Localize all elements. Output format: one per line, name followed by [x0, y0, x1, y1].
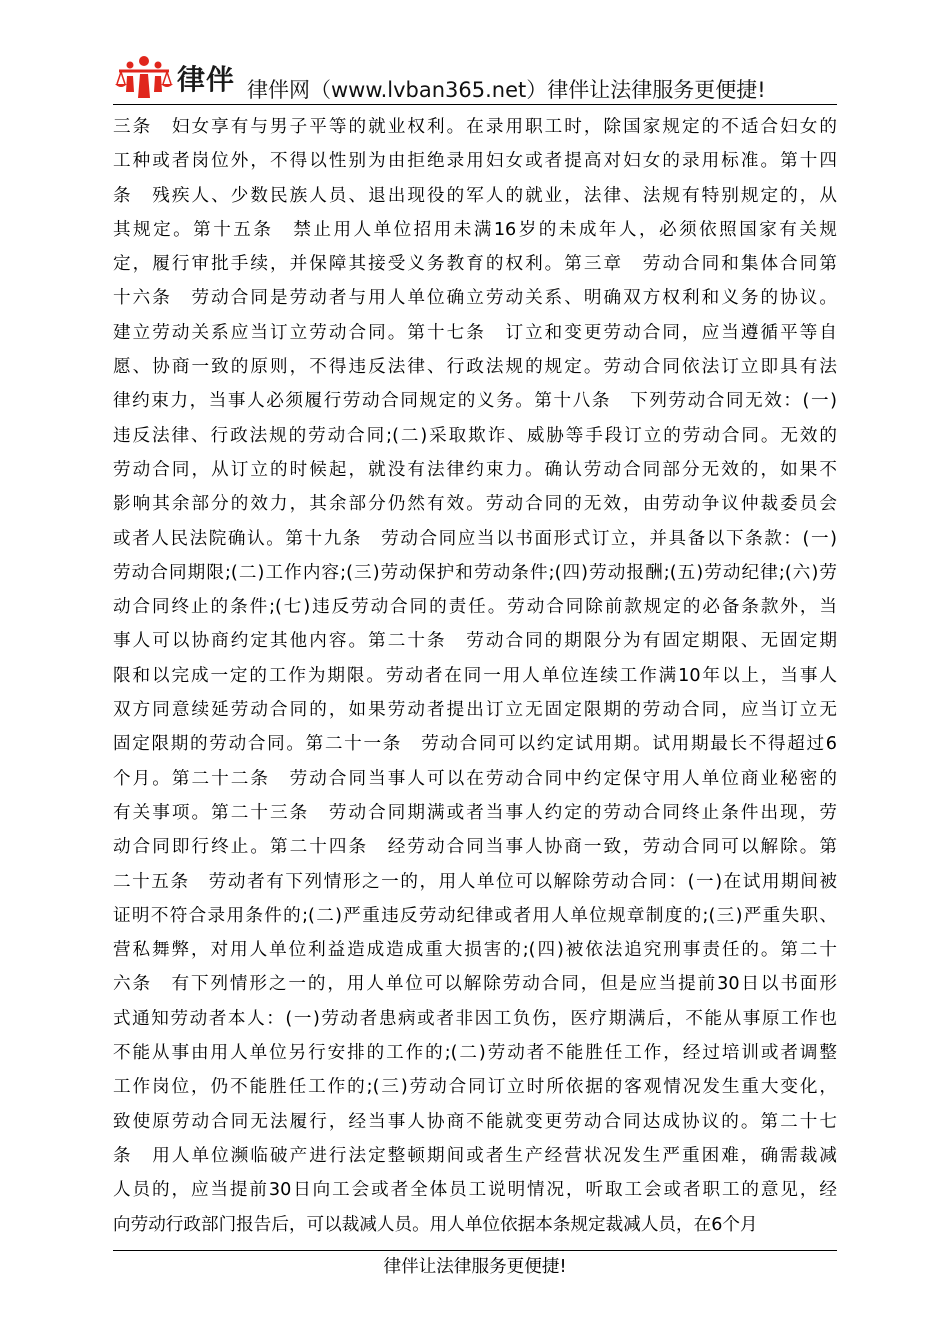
logo-text: 律伴 [177, 63, 236, 96]
body-text-line: 定，履行审批手续，并保障其接受义务教育的权利。第三章 劳动合同和集体合同第 [113, 254, 837, 275]
header-divider [113, 104, 837, 105]
body-text-line: 愿、协商一致的原则，不得违反法律、行政法规的规定。劳动合同依法订立即具有法 [113, 357, 837, 378]
body-text-line: 动合同即行终止。第二十四条 经劳动合同当事人协商一致，劳动合同可以解除。第 [113, 837, 837, 858]
body-text-line: 律约束力，当事人必须履行劳动合同规定的义务。第十八条 下列劳动合同无效：(一) [113, 391, 837, 412]
body-text-line: 固定限期的劳动合同。第二十一条 劳动合同可以约定试用期。试用期最长不得超过6 [113, 734, 837, 755]
body-text-line: 工种或者岗位外，不得以性别为由拒绝录用妇女或者提高对妇女的录用标准。第十四 [113, 151, 837, 172]
document-body [113, 110, 837, 1234]
footer-divider [113, 1250, 837, 1251]
body-text-line: 不能从事由用人单位另行安排的工作的;(二)劳动者不能胜任工作，经过培训或者调整 [113, 1043, 837, 1064]
body-text-line: 事人可以协商约定其他内容。第二十条 劳动合同的期限分为有固定期限、无固定期 [113, 631, 837, 652]
body-text-line: 限和以完成一定的工作为期限。劳动者在同一用人单位连续工作满10年以上，当事人 [113, 665, 837, 686]
body-text-line: 三条 妇女享有与男子平等的就业权利。在录用职工时，除国家规定的不适合妇女的 [113, 117, 837, 137]
body-text-line: 人员的，应当提前30日向工会或者全体员工说明情况，听取工会或者职工的意见，经 [113, 1180, 837, 1201]
body-text-line: 有关事项。第二十三条 劳动合同期满或者当事人约定的劳动合同终止条件出现，劳 [113, 802, 837, 823]
body-text-line: 动合同终止的条件;(七)违反劳动合同的责任。劳动合同除前款规定的必备条款外，当 [113, 597, 837, 618]
body-text-line: 致使原劳动合同无法履行，经当事人协商不能就变更劳动合同达成协议的。第二十七 [113, 1111, 837, 1132]
body-text-line: 证明不符合录用条件的;(二)严重违反劳动纪律或者用人单位规章制度的;(三)严重失职、 [113, 905, 837, 926]
body-text-line: 向劳动行政部门报告后，可以裁减人员。用人单位依据本条规定裁减人员，在6个月 [113, 1214, 758, 1234]
header-tagline: 律伴网（www.lvban365.net）律伴让法律服务更便捷! [247, 78, 766, 102]
footer-text: 律伴让法律服务更便捷! [383, 1257, 567, 1277]
body-text-line: 个月。第二十二条 劳动合同当事人可以在劳动合同中约定保守用人单位商业秘密的 [113, 768, 837, 789]
body-text-line: 其规定。第十五条 禁止用人单位招用未满16岁的未成年人，必须依照国家有关规 [113, 219, 837, 240]
lvban-logo-icon [113, 52, 175, 104]
body-text-line: 二十五条 劳动者有下列情形之一的，用人单位可以解除劳动合同：(一)在试用期间被 [113, 871, 837, 892]
body-text-line: 违反法律、行政法规的劳动合同;(二)采取欺诈、威胁等手段订立的劳动合同。无效的 [113, 425, 837, 446]
body-text-line: 条 用人单位濒临破产进行法定整顿期间或者生产经营状况发生严重困难，确需裁减 [113, 1145, 837, 1166]
body-text-line: 十六条 劳动合同是劳动者与用人单位确立劳动关系、明确双方权利和义务的协议。 [113, 288, 837, 309]
body-text-line: 工作岗位，仍不能胜任工作的;(三)劳动合同订立时所依据的客观情况发生重大变化， [113, 1077, 837, 1098]
body-text-line: 条 残疾人、少数民族人员、退出现役的军人的就业，法律、法规有特别规定的，从 [113, 185, 837, 206]
body-text-line: 或者人民法院确认。第十九条 劳动合同应当以书面形式订立，并具备以下条款：(一) [113, 528, 837, 549]
body-text-line: 劳动合同，从订立的时候起，就没有法律约束力。确认劳动合同部分无效的，如果不 [113, 459, 837, 480]
page-header [113, 52, 837, 104]
body-text-line: 式通知劳动者本人：(一)劳动者患病或者非因工负伤，医疗期满后，不能从事原工作也 [113, 1008, 837, 1029]
body-text-line: 影响其余部分的效力，其余部分仍然有效。劳动合同的无效，由劳动争议仲裁委员会 [113, 494, 837, 515]
body-text-line: 营私舞弊，对用人单位利益造成造成重大损害的;(四)被依法追究刑事责任的。第二十 [113, 940, 837, 961]
body-text-line: 六条 有下列情形之一的，用人单位可以解除劳动合同，但是应当提前30日以书面形 [113, 974, 837, 995]
body-text-line: 双方同意续延劳动合同的，如果劳动者提出订立无固定限期的劳动合同，应当订立无 [113, 700, 837, 721]
body-text-line: 劳动合同期限;(二)工作内容;(三)劳动保护和劳动条件;(四)劳动报酬;(五)劳动纪律;(六)劳 [113, 562, 837, 583]
body-text-line: 建立劳动关系应当订立劳动合同。第十七条 订立和变更劳动合同，应当遵循平等自 [113, 322, 837, 343]
lvban-logo [113, 52, 238, 104]
